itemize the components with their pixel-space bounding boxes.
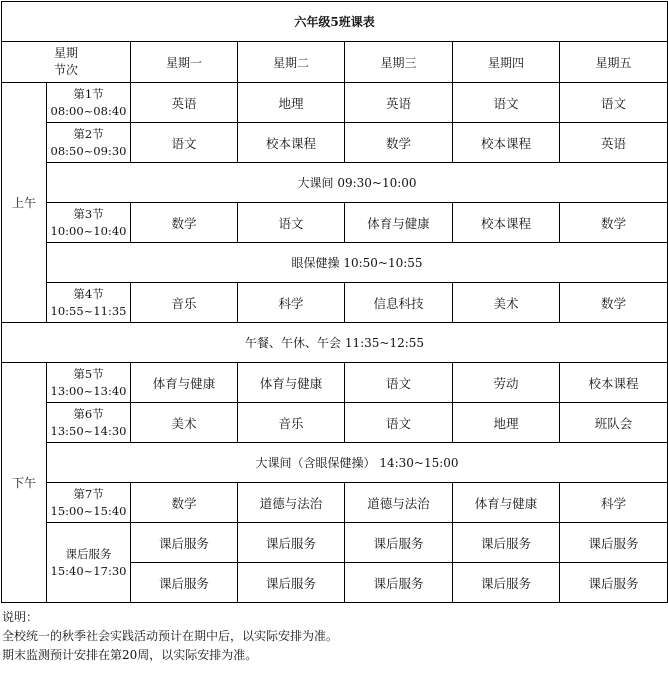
subject-cell: 校本课程 <box>238 123 345 163</box>
after-school-cell: 课后服务 <box>131 523 238 563</box>
after-school-cell: 课后服务 <box>345 563 453 603</box>
notes-heading: 说明： <box>2 610 39 624</box>
period-name: 第5节 <box>73 366 104 381</box>
subject-cell: 语文 <box>560 83 668 123</box>
break-row <box>2 443 668 483</box>
subject-cell: 地理 <box>238 83 345 123</box>
period-time: 10:00~10:40 <box>50 223 127 238</box>
subject-cell: 科学 <box>560 483 668 523</box>
after-school-cell: 课后服务 <box>238 563 345 603</box>
afternoon-break-band: 大课间（含眼保健操） 14:30~15:00 <box>47 443 668 483</box>
notes-line: 全校统一的秋季社会实践活动预计在期中后，以实际安排为准。 <box>2 629 339 643</box>
after-school-label <box>47 523 131 603</box>
period-time: 13:50~14:30 <box>50 423 127 438</box>
corner-period-label: 节次 <box>53 63 78 77</box>
corner-weekday-label: 星期 <box>53 46 78 60</box>
subject-cell: 道德与法治 <box>345 483 453 523</box>
period-name: 第1节 <box>73 86 104 101</box>
timetable <box>1 1 668 603</box>
period-name: 第2节 <box>73 126 104 141</box>
subject-cell: 语文 <box>238 203 345 243</box>
after-school-row <box>2 523 668 563</box>
break-row <box>2 243 668 283</box>
subject-cell: 班队会 <box>560 403 668 443</box>
after-school-cell: 课后服务 <box>238 523 345 563</box>
break-row <box>2 163 668 203</box>
period-label <box>47 283 131 323</box>
subject-cell: 体育与健康 <box>131 363 238 403</box>
period-row <box>2 483 668 523</box>
title-row <box>2 2 668 42</box>
after-school-cell: 课后服务 <box>560 523 668 563</box>
period-row <box>2 203 668 243</box>
period-label <box>47 403 131 443</box>
subject-cell: 音乐 <box>238 403 345 443</box>
after-school-cell: 课后服务 <box>453 563 560 603</box>
period-time: 08:50~09:30 <box>50 143 127 158</box>
subject-cell: 体育与健康 <box>238 363 345 403</box>
corner-header <box>2 42 131 83</box>
subject-cell: 语文 <box>345 403 453 443</box>
subject-cell: 数学 <box>345 123 453 163</box>
period-name: 第4节 <box>73 286 104 301</box>
header-row <box>2 42 668 83</box>
period-label <box>47 363 131 403</box>
day-header: 星期三 <box>345 42 453 83</box>
subject-cell: 体育与健康 <box>345 203 453 243</box>
subject-cell: 语文 <box>345 363 453 403</box>
subject-cell: 校本课程 <box>453 123 560 163</box>
subject-cell: 科学 <box>238 283 345 323</box>
day-header: 星期四 <box>453 42 560 83</box>
after-school-cell: 课后服务 <box>131 563 238 603</box>
notes-section <box>2 608 662 665</box>
subject-cell: 美术 <box>131 403 238 443</box>
period-label <box>47 123 131 163</box>
subject-cell: 校本课程 <box>453 203 560 243</box>
subject-cell: 道德与法治 <box>238 483 345 523</box>
period-time: 13:00~13:40 <box>50 383 127 398</box>
subject-cell: 美术 <box>453 283 560 323</box>
period-row <box>2 363 668 403</box>
subject-cell: 英语 <box>560 123 668 163</box>
session-afternoon: 下午 <box>2 363 47 603</box>
lunch-band: 午餐、午休、午会 11:35~12:55 <box>2 323 668 363</box>
period-name: 第7节 <box>73 486 104 501</box>
eye-exercise-band: 眼保健操 10:50~10:55 <box>47 243 668 283</box>
period-row <box>2 123 668 163</box>
period-row <box>2 283 668 323</box>
period-name: 第6节 <box>73 406 104 421</box>
period-time: 10:55~11:35 <box>50 303 127 318</box>
subject-cell: 数学 <box>131 203 238 243</box>
after-school-cell: 课后服务 <box>345 523 453 563</box>
period-label <box>47 83 131 123</box>
subject-cell: 英语 <box>345 83 453 123</box>
subject-cell: 英语 <box>131 83 238 123</box>
subject-cell: 劳动 <box>453 363 560 403</box>
period-label <box>47 203 131 243</box>
big-break-band: 大课间 09:30~10:00 <box>47 163 668 203</box>
after-school-name: 课后服务 <box>65 546 112 561</box>
period-time: 08:00~08:40 <box>50 103 127 118</box>
subject-cell: 语文 <box>453 83 560 123</box>
period-time: 15:00~15:40 <box>50 503 127 518</box>
after-school-time: 15:40~17:30 <box>50 563 127 578</box>
table-title: 六年级5班课表 <box>2 2 668 42</box>
subject-cell: 数学 <box>560 283 668 323</box>
day-header: 星期五 <box>560 42 668 83</box>
subject-cell: 信息科技 <box>345 283 453 323</box>
session-morning: 上午 <box>2 83 47 323</box>
period-label <box>47 483 131 523</box>
subject-cell: 数学 <box>560 203 668 243</box>
after-school-cell: 课后服务 <box>453 523 560 563</box>
period-row <box>2 403 668 443</box>
subject-cell: 体育与健康 <box>453 483 560 523</box>
day-header: 星期一 <box>131 42 238 83</box>
subject-cell: 语文 <box>131 123 238 163</box>
subject-cell: 地理 <box>453 403 560 443</box>
period-row <box>2 83 668 123</box>
notes-line: 期末监测预计安排在第20周，以实际安排为准。 <box>2 648 258 662</box>
day-header: 星期二 <box>238 42 345 83</box>
subject-cell: 校本课程 <box>560 363 668 403</box>
lunch-row <box>2 323 668 363</box>
subject-cell: 音乐 <box>131 283 238 323</box>
subject-cell: 数学 <box>131 483 238 523</box>
period-name: 第3节 <box>73 206 104 221</box>
after-school-cell: 课后服务 <box>560 563 668 603</box>
